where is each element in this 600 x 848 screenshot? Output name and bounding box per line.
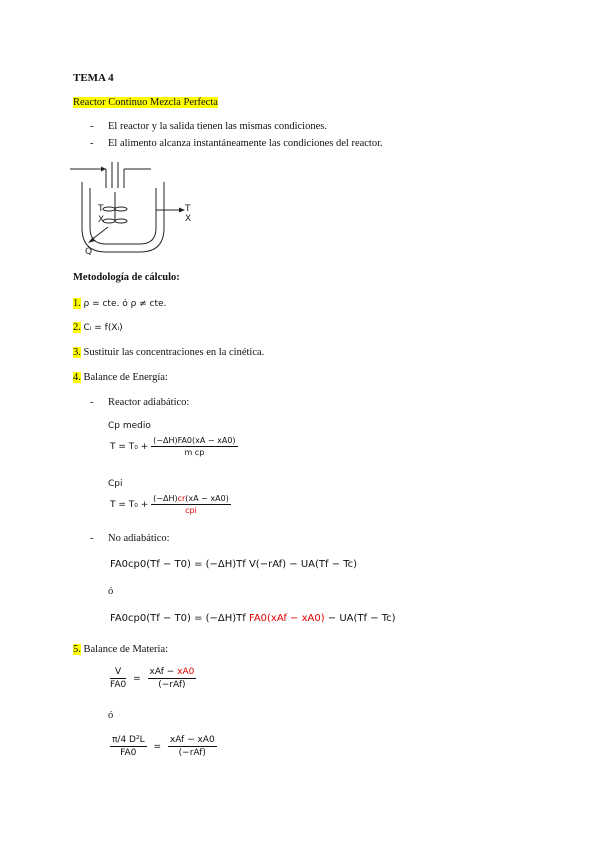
eq1-lhs: T = T₀ + [110, 442, 149, 452]
step-text: ρ = cte. ó ρ ≠ cte. [83, 299, 167, 309]
bullet-item: - El reactor y la salida tienen las mismas condiciones. [90, 121, 327, 132]
bullet-item: - El alimento alcanza instantáneamente las condiciones del reactor. [90, 138, 383, 149]
step-number: 3. [73, 347, 81, 358]
step-number: 1. [73, 298, 81, 309]
step-4 [73, 372, 168, 383]
eq1-denominator: m cp [184, 448, 205, 457]
diagram-label-x-out: X [185, 214, 192, 224]
eq1-fraction [151, 436, 237, 457]
step-5 [73, 644, 168, 655]
eq5-rhs-den: (−rAf) [158, 680, 186, 690]
section-subtitle [73, 97, 218, 108]
or-separator-1: ó [108, 586, 114, 597]
subtitle-text: Reactor Continuo Mezcla Perfecta [73, 97, 218, 108]
eq1-numerator: (−ΔH)FA0(xA − xA0) [153, 436, 236, 445]
equation-non-adiabatic-1: FA0cp0(Tf − T0) = (−ΔH)Tf V(−rAf) − UA(Tf − Tc) [110, 559, 358, 570]
step-number: 4. [73, 372, 81, 383]
eq6-lhs-num: π/4 D²L [112, 735, 145, 745]
eq5-lhs-num: V [110, 667, 126, 679]
step-text: Balance de Energía: [83, 372, 168, 383]
eq4-part-b: − UA(Tf − Tc) [324, 613, 396, 624]
eq6-rhs-fraction [168, 735, 217, 758]
eq5-rhs-num [148, 667, 197, 679]
equation-non-adiabatic-2 [110, 613, 396, 624]
eq6-lhs-fraction [110, 735, 147, 758]
eq5-lhs-den: FA0 [110, 680, 127, 690]
equation-mass-2: $\frac{\text{π/4 D²L}}{FA0}$ = $\frac{\text{xAf − xA0}}{\text{(−rAf)}}$ [112, 735, 215, 758]
eq2-num-part-b: (xA − xA0) [185, 494, 229, 503]
eq6-rhs-num: xAf − xA0 [169, 735, 215, 745]
step-text: Sustituir las concentraciones en la cinética. [83, 347, 265, 358]
eq2-lhs: T = T₀ + [110, 500, 149, 510]
cp-medio-label: Cp medio [108, 421, 151, 431]
page-title: TEMA 4 [73, 72, 114, 84]
step-1 [73, 298, 166, 309]
methodology-title: Metodología de cálculo: [73, 272, 180, 283]
step-text: Balance de Materia: [83, 644, 169, 655]
equation-adiabatic-cp-i [110, 494, 231, 515]
equation-mass-1: $\frac{V}{FA0}$ = $\frac{\text{xAf − xA0}}{\text{(−rAf)}}$ [110, 667, 195, 690]
diagram-label-x-in: X [98, 215, 105, 225]
step-number: 2. [73, 322, 81, 333]
bullet-text: El alimento alcanza instantáneamente las condiciones del reactor. [108, 138, 383, 149]
step-2 [73, 322, 123, 333]
diagram-label-q: Q̇ [85, 247, 93, 257]
equation-adiabatic-cp-medio [110, 436, 238, 457]
eq2-num-red: cr [177, 494, 186, 503]
eq4-red: FA0(xAf − xA0) [248, 613, 325, 624]
non-adiabatic-label: No adiabático: [108, 533, 170, 544]
non-adiabatic-item: - No adiabático: [90, 533, 170, 544]
eq2-fraction [151, 494, 231, 515]
step-number: 5. [73, 644, 81, 655]
eq5-rhs-num-a: xAf − [149, 667, 178, 677]
step-3 [73, 347, 264, 358]
diagram-label-t-in: T [98, 204, 104, 214]
eq4-part-a: FA0cp0(Tf − T0) = (−ΔH)Tf [110, 613, 249, 624]
cp-i-label: Cpi [108, 479, 123, 489]
adiabatic-item: - Reactor adiabático: [90, 397, 190, 408]
eq6-lhs-den: FA0 [120, 748, 137, 758]
eq2-num-part-a: (−ΔH) [153, 494, 178, 503]
eq2-denominator: cpi [185, 506, 197, 515]
adiabatic-label: Reactor adiabático: [108, 397, 190, 408]
diagram-label-t-out: T [185, 204, 191, 214]
reactor-diagram [68, 158, 208, 258]
eq2-numerator [151, 494, 231, 505]
bullet-text: El reactor y la salida tienen las mismas condiciones. [108, 121, 327, 132]
eq5-rhs-fraction [148, 667, 197, 690]
eq5-rhs-num-red: xA0 [177, 667, 195, 677]
or-separator-2: ó [108, 710, 114, 721]
eq6-rhs-den: (−rAf) [178, 748, 206, 758]
eq5-lhs-fraction [110, 667, 126, 690]
step-text: Cᵢ = f(Xᵢ) [83, 323, 123, 333]
